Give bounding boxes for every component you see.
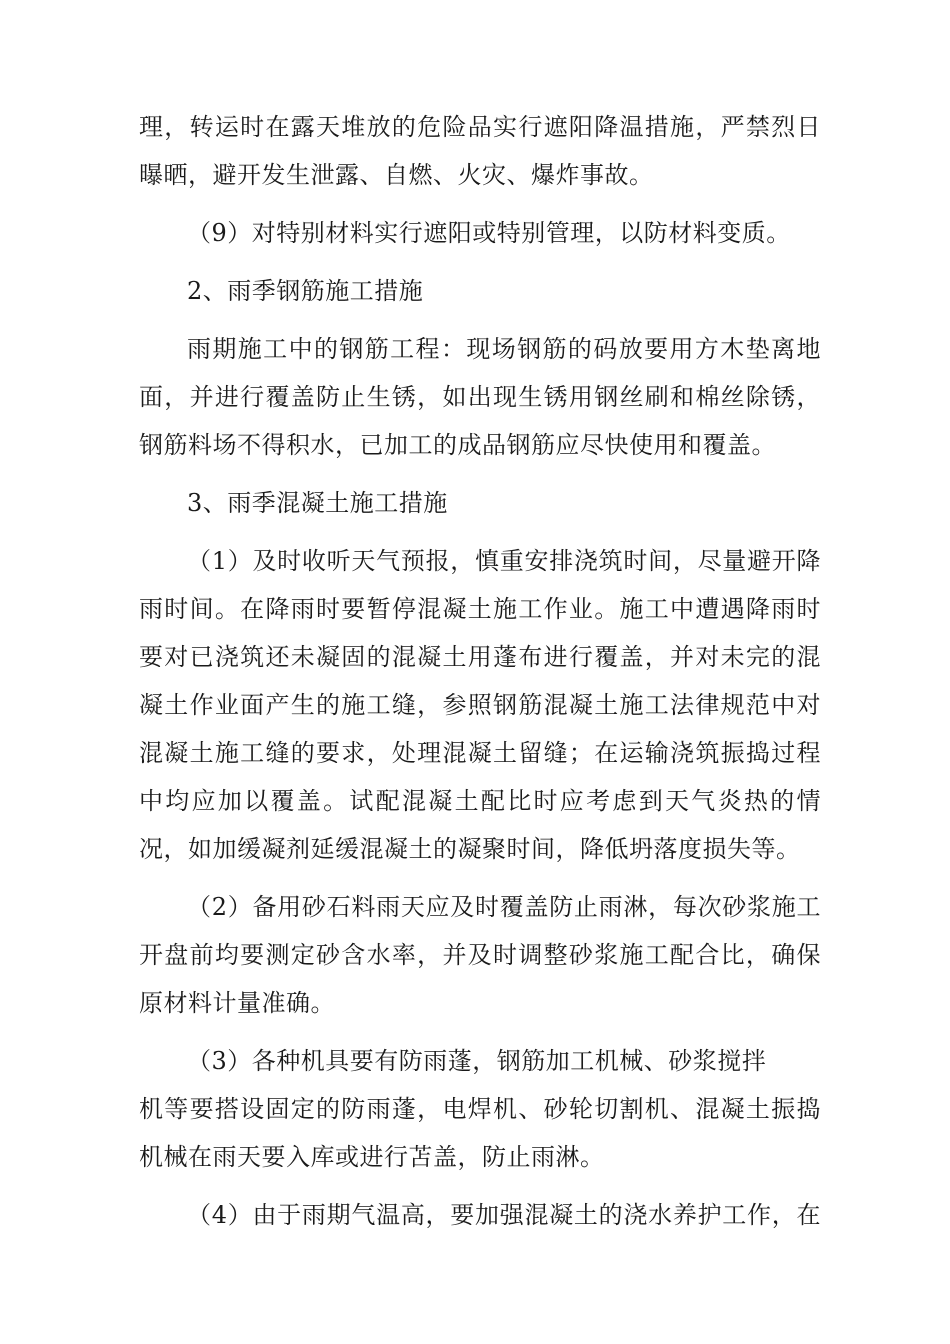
paragraph-line: 凝土作业面产生的施工缝，参照钢筋混凝土施工法律规范中对	[139, 691, 821, 719]
paragraph-line: 机等要搭设固定的防雨蓬，电焊机、砂轮切割机、混凝土振捣	[139, 1095, 821, 1123]
paragraph-line: 理，转运时在露天堆放的危险品实行遮阳降温措施，严禁烈日	[139, 113, 821, 141]
paragraph-line: 机械在雨天要入库或进行苫盖，防止雨淋。	[139, 1143, 605, 1171]
paragraph-line: 中均应加以覆盖。试配混凝土配比时应考虑到天气炎热的情	[139, 787, 821, 815]
paragraph-line: 况，如加缓凝剂延缓混凝土的凝聚时间，降低坍落度损失等。	[139, 835, 801, 863]
paragraph-line: 曝晒，避开发生泄露、自燃、火灾、爆炸事故。	[139, 161, 654, 189]
document-body	[139, 103, 821, 1239]
paragraph-line: 要对已浇筑还未凝固的混凝土用蓬布进行覆盖，并对未完的混	[139, 643, 821, 671]
paragraph-line: （3）各种机具要有防雨蓬，钢筋加工机械、砂浆搅拌	[187, 1047, 767, 1075]
section-heading: 2、雨季钢筋施工措施	[187, 277, 424, 305]
paragraph-line: 混凝土施工缝的要求，处理混凝土留缝；在运输浇筑振捣过程	[139, 739, 821, 767]
paragraph-line: （1）及时收听天气预报，慎重安排浇筑时间，尽量避开降	[187, 547, 821, 575]
paragraph-line: 雨时间。在降雨时要暂停混凝土施工作业。施工中遭遇降雨时	[139, 595, 821, 623]
paragraph-line: （4）由于雨期气温高，要加强混凝土的浇水养护工作，在	[187, 1201, 821, 1229]
section-heading: 3、雨季混凝土施工措施	[187, 489, 448, 517]
paragraph-line: （9）对特别材料实行遮阳或特别管理，以防材料变质。	[187, 219, 791, 247]
paragraph-line: 开盘前均要测定砂含水率，并及时调整砂浆施工配合比，确保	[139, 941, 821, 969]
paragraph-line: 原材料计量准确。	[139, 989, 335, 1017]
paragraph-line: 面，并进行覆盖防止生锈，如出现生锈用钢丝刷和棉丝除锈，	[139, 383, 821, 411]
paragraph-line: （2）备用砂石料雨天应及时覆盖防止雨淋，每次砂浆施工	[187, 893, 821, 921]
paragraph-line: 钢筋料场不得积水，已加工的成品钢筋应尽快使用和覆盖。	[139, 431, 776, 459]
paragraph-line: 雨期施工中的钢筋工程：现场钢筋的码放要用方木垫离地	[187, 335, 821, 363]
